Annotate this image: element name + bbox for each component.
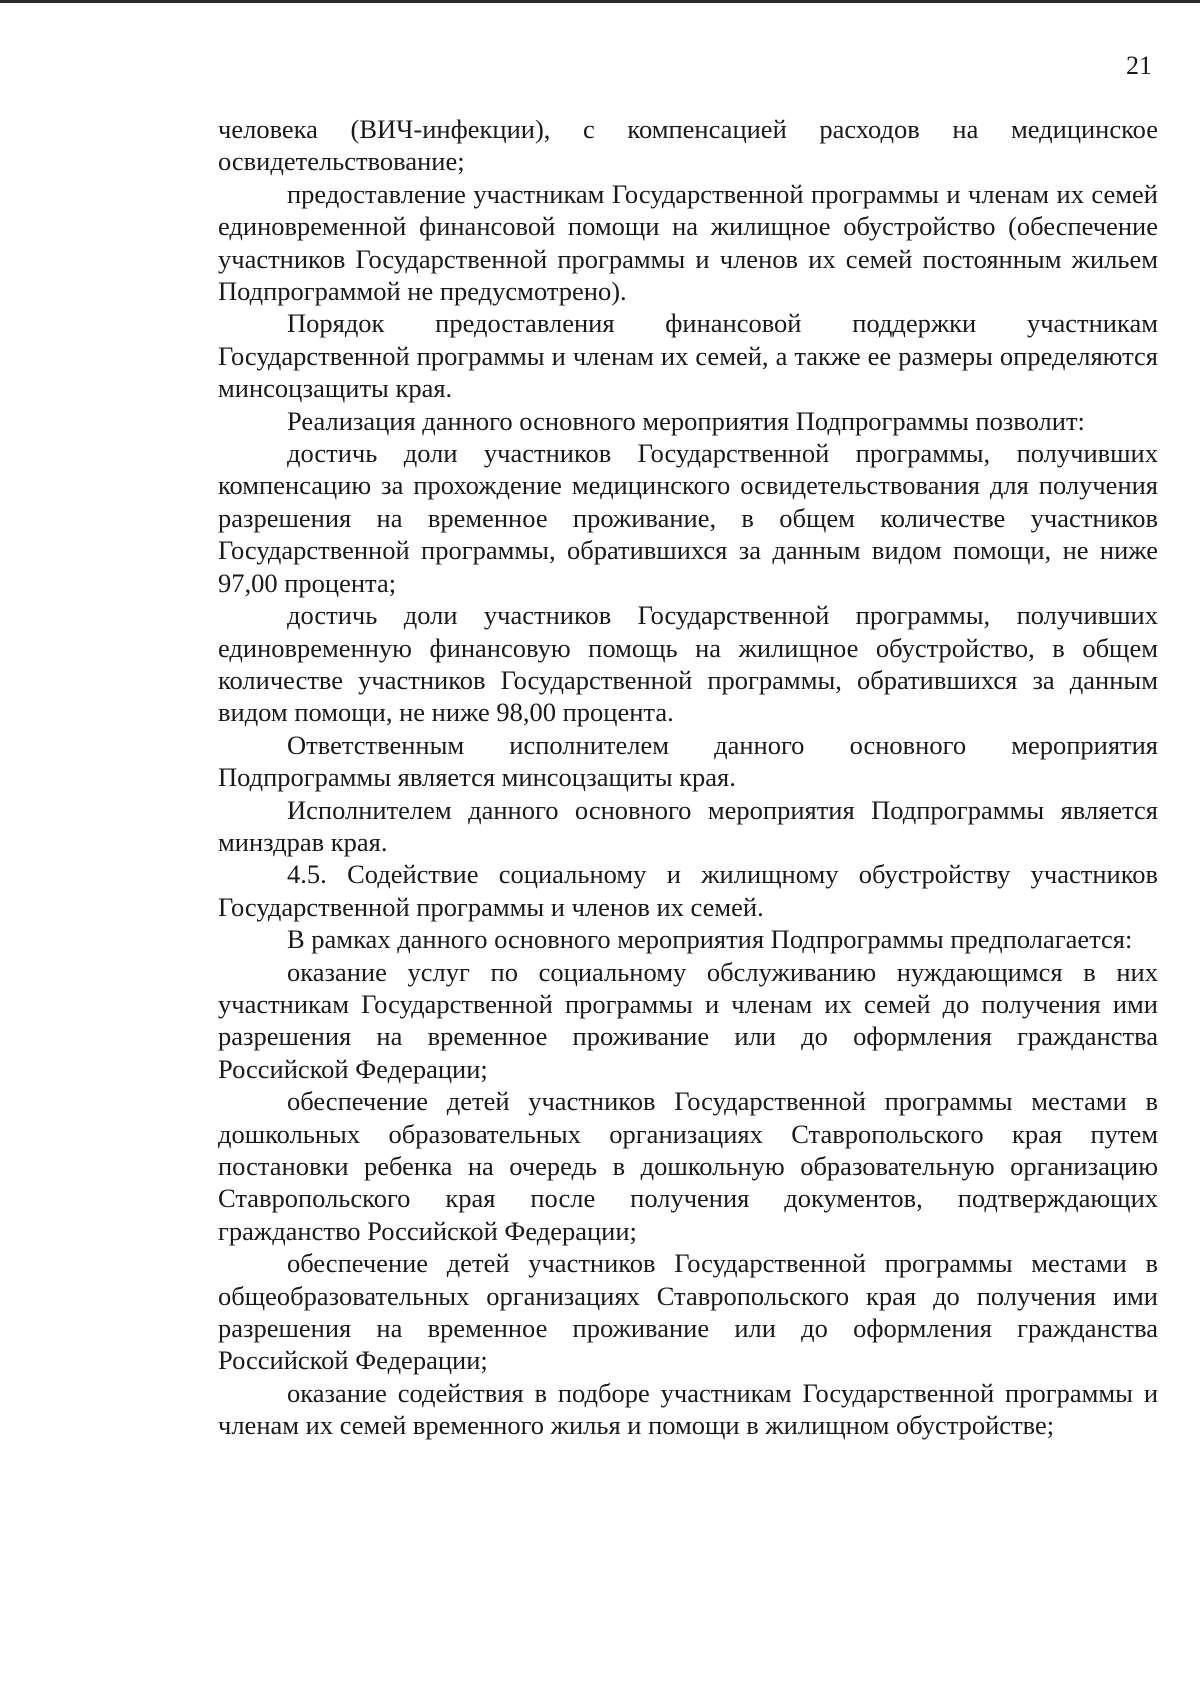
paragraph-5: достичь доли участников Государственной программы, получивших компенсацию за прохождение медицинского освидетельствования для получения разрешения на временное проживание, в общем количестве участников Государственной программы, обратившихся за данным видом помощи, не ниже 97,00 процента; — [218, 438, 1158, 598]
paragraph-4: Реализация данного основного мероприятия Подпрограммы позволит: — [287, 405, 1085, 436]
paragraph-6: достичь доли участников Государственной программы, получивших единовременную финансовую помощь на жилищное обустройство, в общем количестве участников Государственной программы, обратившихся за данным видом помощи, не ниже 98,00 процента. — [218, 600, 1158, 728]
paragraph-12: обеспечение детей участников Государственной программы местами в дошкольных образовательных организациях Ставропольского края путем постановки ребенка на очередь в дошкольную образовательную организацию Ставропольского края после получения документов, подтверждающих гражданство Российской Федерации; — [218, 1086, 1158, 1246]
paragraph-8: Исполнителем данного основного мероприятия Подпрограммы является минздрав края. — [218, 794, 1158, 857]
page-number: 21 — [1126, 51, 1152, 80]
paragraph-7: Ответственным исполнителем данного основного мероприятия Подпрограммы является минсоцзащиты края. — [218, 729, 1158, 793]
section-heading-4-5: 4.5. Содействие социальному и жилищному обустройству участников Государственной программы и членов их семей. — [218, 859, 1158, 922]
paragraph-13: обеспечение детей участников Государственной программы местами в общеобразовательных организациях Ставропольского края до получения ими разрешения на временное проживание или до оформления гражданства Российской Федерации; — [218, 1248, 1158, 1376]
paragraph-3: Порядок предоставления финансовой поддержки участникам Государственной программы и членам их семей, а также ее размеры определяются минсоцзащиты края. — [218, 308, 1158, 404]
document-body — [218, 113, 1158, 1442]
paragraph-10: В рамках данного основного мероприятия Подпрограммы предполагается: — [287, 924, 1133, 955]
paragraph-2: предоставление участникам Государственной программы и членам их семей единовременной финансовой помощи на жилищное обустройство (обеспечение участников Государственной программы и членов их семей постоянным жильем Подпрограммой не предусмотрено). — [218, 178, 1158, 307]
paragraph-14: оказание содействия в подборе участникам Государственной программы и членам их семей временного жилья и помощи в жилищном обустройстве; — [218, 1377, 1158, 1441]
paragraph-11: оказание услуг по социальному обслуживанию нуждающимся в них участникам Государственной программы и членам их семей до получения ими разрешения на временное проживание или до оформления гражданства Российской Федерации; — [218, 956, 1158, 1084]
paragraph-1: человека (ВИЧ-инфекции), с компенсацией расходов на медицинское освидетельствование; — [218, 114, 1158, 177]
top-border-line — [0, 0, 1200, 3]
